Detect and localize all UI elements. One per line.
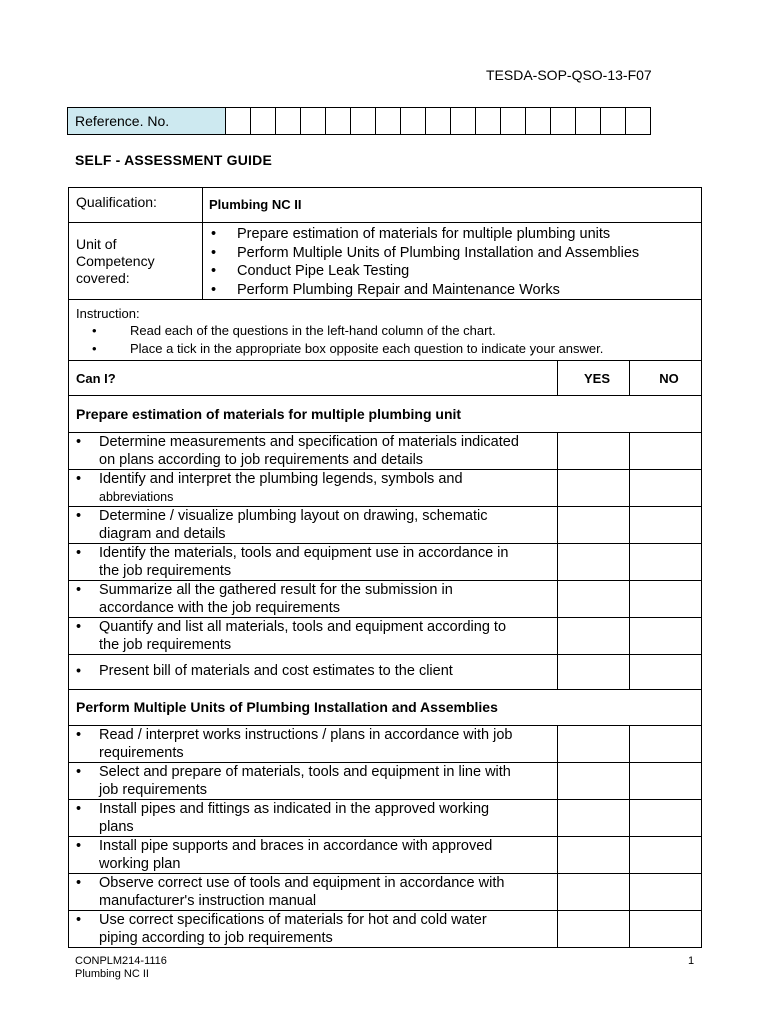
question-text: • Install pipe supports and braces in accordance with approved working plan <box>69 837 558 874</box>
no-checkbox[interactable] <box>630 544 702 581</box>
instruction-item: • Place a tick in the appropriate box opposite each question to indicate your answer. <box>92 340 701 358</box>
no-checkbox[interactable] <box>630 726 702 763</box>
question-text: • Identify the materials, tools and equipment use in accordance in the job requirements <box>69 544 558 581</box>
reference-box[interactable] <box>376 108 401 135</box>
question-text: • Observe correct use of tools and equipment in accordance with manufacturer's instruction manual <box>69 874 558 911</box>
question-text: • Determine / visualize plumbing layout on drawing, schematic diagram and details <box>69 507 558 544</box>
yes-checkbox[interactable] <box>558 433 630 470</box>
no-checkbox[interactable] <box>630 911 702 948</box>
column-header-yes: YES <box>558 361 630 396</box>
reference-box[interactable] <box>351 108 376 135</box>
page-title: SELF - ASSESSMENT GUIDE <box>75 152 272 168</box>
footer-qualification: Plumbing NC II <box>75 968 149 980</box>
reference-box[interactable] <box>226 108 251 135</box>
page-number: 1 <box>688 955 695 967</box>
question-text: • Read / interpret works instructions / plans in accordance with job requirements <box>69 726 558 763</box>
reference-box[interactable] <box>476 108 501 135</box>
reference-box[interactable] <box>601 108 626 135</box>
qualification-value: Plumbing NC II <box>203 188 702 223</box>
yes-checkbox[interactable] <box>558 507 630 544</box>
instruction-item: • Read each of the questions in the left-hand column of the chart. <box>92 322 701 340</box>
footer-document-code: CONPLM214-1116 <box>75 955 167 967</box>
reference-box[interactable] <box>551 108 576 135</box>
document-code: TESDA-SOP-QSO-13-F07 <box>486 67 652 83</box>
reference-box[interactable] <box>276 108 301 135</box>
table-row <box>69 763 702 800</box>
table-row <box>69 581 702 618</box>
no-checkbox[interactable] <box>630 837 702 874</box>
unit-of-competency-label: Unit of Competency covered: <box>69 223 203 300</box>
qualification-label: Qualification: <box>69 188 203 223</box>
yes-checkbox[interactable] <box>558 581 630 618</box>
no-checkbox[interactable] <box>630 800 702 837</box>
reference-box[interactable] <box>426 108 451 135</box>
question-text: • Summarize all the gathered result for the submission in accordance with the job requirements <box>69 581 558 618</box>
table-row <box>69 655 702 690</box>
yes-checkbox[interactable] <box>558 470 630 507</box>
reference-number-table <box>67 107 651 135</box>
reference-box[interactable] <box>576 108 601 135</box>
reference-box[interactable] <box>451 108 476 135</box>
section-title: Prepare estimation of materials for multiple plumbing unit <box>69 396 702 433</box>
instruction-label: Instruction: <box>76 306 140 321</box>
table-row <box>69 618 702 655</box>
table-row <box>69 726 702 763</box>
reference-box[interactable] <box>301 108 326 135</box>
reference-box[interactable] <box>526 108 551 135</box>
no-checkbox[interactable] <box>630 470 702 507</box>
unit-item: • Prepare estimation of materials for multiple plumbing units <box>211 225 701 244</box>
table-row <box>69 874 702 911</box>
assessment-table <box>68 187 702 948</box>
column-header-question: Can I? <box>69 361 558 396</box>
unit-item: • Perform Plumbing Repair and Maintenance Works <box>211 281 701 300</box>
table-row <box>69 544 702 581</box>
table-row <box>69 433 702 470</box>
no-checkbox[interactable] <box>630 618 702 655</box>
table-row <box>69 911 702 948</box>
reference-box[interactable] <box>251 108 276 135</box>
footer-code-block <box>75 955 167 981</box>
unit-item: • Conduct Pipe Leak Testing <box>211 262 701 281</box>
table-row <box>69 507 702 544</box>
question-text: • Determine measurements and specification of materials indicated on plans according to job requirements and details <box>69 433 558 470</box>
column-header-no: NO <box>630 361 702 396</box>
no-checkbox[interactable] <box>630 874 702 911</box>
no-checkbox[interactable] <box>630 581 702 618</box>
reference-box[interactable] <box>326 108 351 135</box>
question-text: • Identify and interpret the plumbing legends, symbols and abbreviations <box>69 470 558 507</box>
yes-checkbox[interactable] <box>558 911 630 948</box>
reference-number-label: Reference. No. <box>68 108 226 135</box>
table-row <box>69 470 702 507</box>
yes-checkbox[interactable] <box>558 874 630 911</box>
yes-checkbox[interactable] <box>558 618 630 655</box>
reference-box[interactable] <box>626 108 651 135</box>
section-title: Perform Multiple Units of Plumbing Installation and Assemblies <box>69 690 702 726</box>
reference-box[interactable] <box>501 108 526 135</box>
yes-checkbox[interactable] <box>558 655 630 690</box>
question-text: • Use correct specifications of materials for hot and cold water piping according to job requirements <box>69 911 558 948</box>
instruction-block <box>69 300 702 361</box>
question-text: • Quantify and list all materials, tools and equipment according to the job requirements <box>69 618 558 655</box>
no-checkbox[interactable] <box>630 655 702 690</box>
unit-of-competency-list <box>203 223 702 300</box>
no-checkbox[interactable] <box>630 763 702 800</box>
no-checkbox[interactable] <box>630 507 702 544</box>
question-text: • Select and prepare of materials, tools and equipment in line with job requirements <box>69 763 558 800</box>
yes-checkbox[interactable] <box>558 837 630 874</box>
question-text: • Present bill of materials and cost estimates to the client <box>69 655 558 690</box>
table-row <box>69 837 702 874</box>
yes-checkbox[interactable] <box>558 726 630 763</box>
question-text: • Install pipes and fittings as indicated in the approved working plans <box>69 800 558 837</box>
table-row <box>69 800 702 837</box>
unit-item: • Perform Multiple Units of Plumbing Installation and Assemblies <box>211 244 701 263</box>
yes-checkbox[interactable] <box>558 763 630 800</box>
yes-checkbox[interactable] <box>558 800 630 837</box>
no-checkbox[interactable] <box>630 433 702 470</box>
yes-checkbox[interactable] <box>558 544 630 581</box>
reference-box[interactable] <box>401 108 426 135</box>
